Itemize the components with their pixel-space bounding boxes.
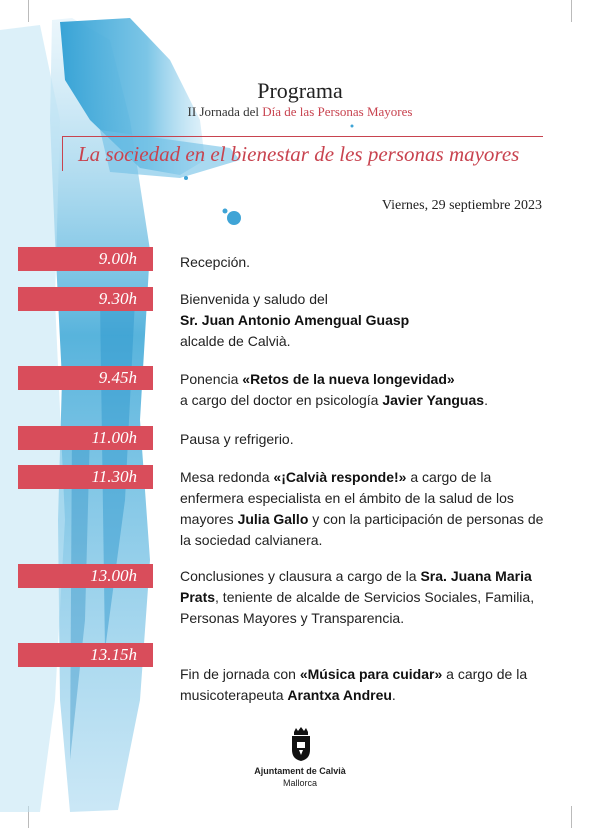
- item-text: Fin de jornada con: [180, 666, 300, 682]
- schedule-item: [180, 429, 550, 450]
- item-text: Conclusiones y clausura a cargo de la: [180, 568, 421, 584]
- item-text: y con la participación de personas de la sociedad calvianera.: [180, 511, 544, 548]
- item-text: Pausa y refrigerio.: [180, 431, 294, 447]
- item-text: a cargo de la musicoterapeuta: [180, 666, 528, 703]
- item-text: Ponencia: [180, 371, 243, 387]
- talk-title: «¡Calvià responde!»: [273, 469, 407, 485]
- time-label: 9.30h: [18, 287, 153, 311]
- coat-of-arms-icon: [288, 726, 314, 762]
- subtitle-prefix: II Jornada del: [187, 104, 263, 119]
- organization-name: Ajuntament de Calvià: [254, 766, 346, 776]
- schedule-item: [180, 566, 550, 629]
- item-text: .: [391, 687, 396, 703]
- schedule-item: [180, 467, 550, 551]
- schedule-item: [180, 252, 550, 273]
- speaker-name: Arantxa Andreu: [287, 687, 392, 703]
- region-name: Mallorca: [282, 778, 317, 788]
- item-text: , teniente de alcalde de Servicios Sociales, Familia, Personas Mayores y Transparencia.: [180, 589, 535, 626]
- speaker-name: Sr. Juan Antonio Amengual Guasp: [180, 312, 410, 328]
- time-label: 13.00h: [18, 564, 153, 588]
- schedule-item: [180, 289, 550, 352]
- speaker-name: Javier Yanguas: [382, 392, 485, 408]
- event-subtitle: [0, 104, 600, 120]
- page-title: Programa: [257, 78, 343, 103]
- talk-title: «Retos de la nueva longevidad»: [242, 371, 455, 387]
- time-label: 11.00h: [18, 426, 153, 450]
- item-text: Recepción.: [180, 254, 251, 270]
- time-label: 11.30h: [18, 465, 153, 489]
- time-label: 9.45h: [18, 366, 153, 390]
- speaker-name: Sra. Juana Maria Prats: [180, 568, 532, 605]
- schedule-item: [180, 369, 550, 411]
- item-text: a cargo de la enfermera especialista en el ámbito de la salud de los mayores: [180, 469, 514, 527]
- subtitle-accent: Día de las Personas Mayores: [262, 104, 413, 119]
- schedule-item: [180, 664, 550, 706]
- speaker-name: Julia Gallo: [237, 511, 309, 527]
- time-label: 13.15h: [18, 643, 153, 667]
- item-text: Bienvenida y saludo del: [180, 291, 328, 307]
- item-text: a cargo del doctor en psicología: [180, 392, 383, 408]
- item-text: alcalde de Calvià.: [180, 333, 291, 349]
- event-theme: La sociedad en el bienestar de les personas mayores: [78, 142, 520, 166]
- item-text: .: [484, 392, 488, 408]
- time-label: 9.00h: [18, 247, 153, 271]
- event-date: Viernes, 29 septiembre 2023: [381, 198, 542, 213]
- talk-title: «Música para cuidar»: [299, 666, 443, 682]
- item-text: Mesa redonda: [180, 469, 274, 485]
